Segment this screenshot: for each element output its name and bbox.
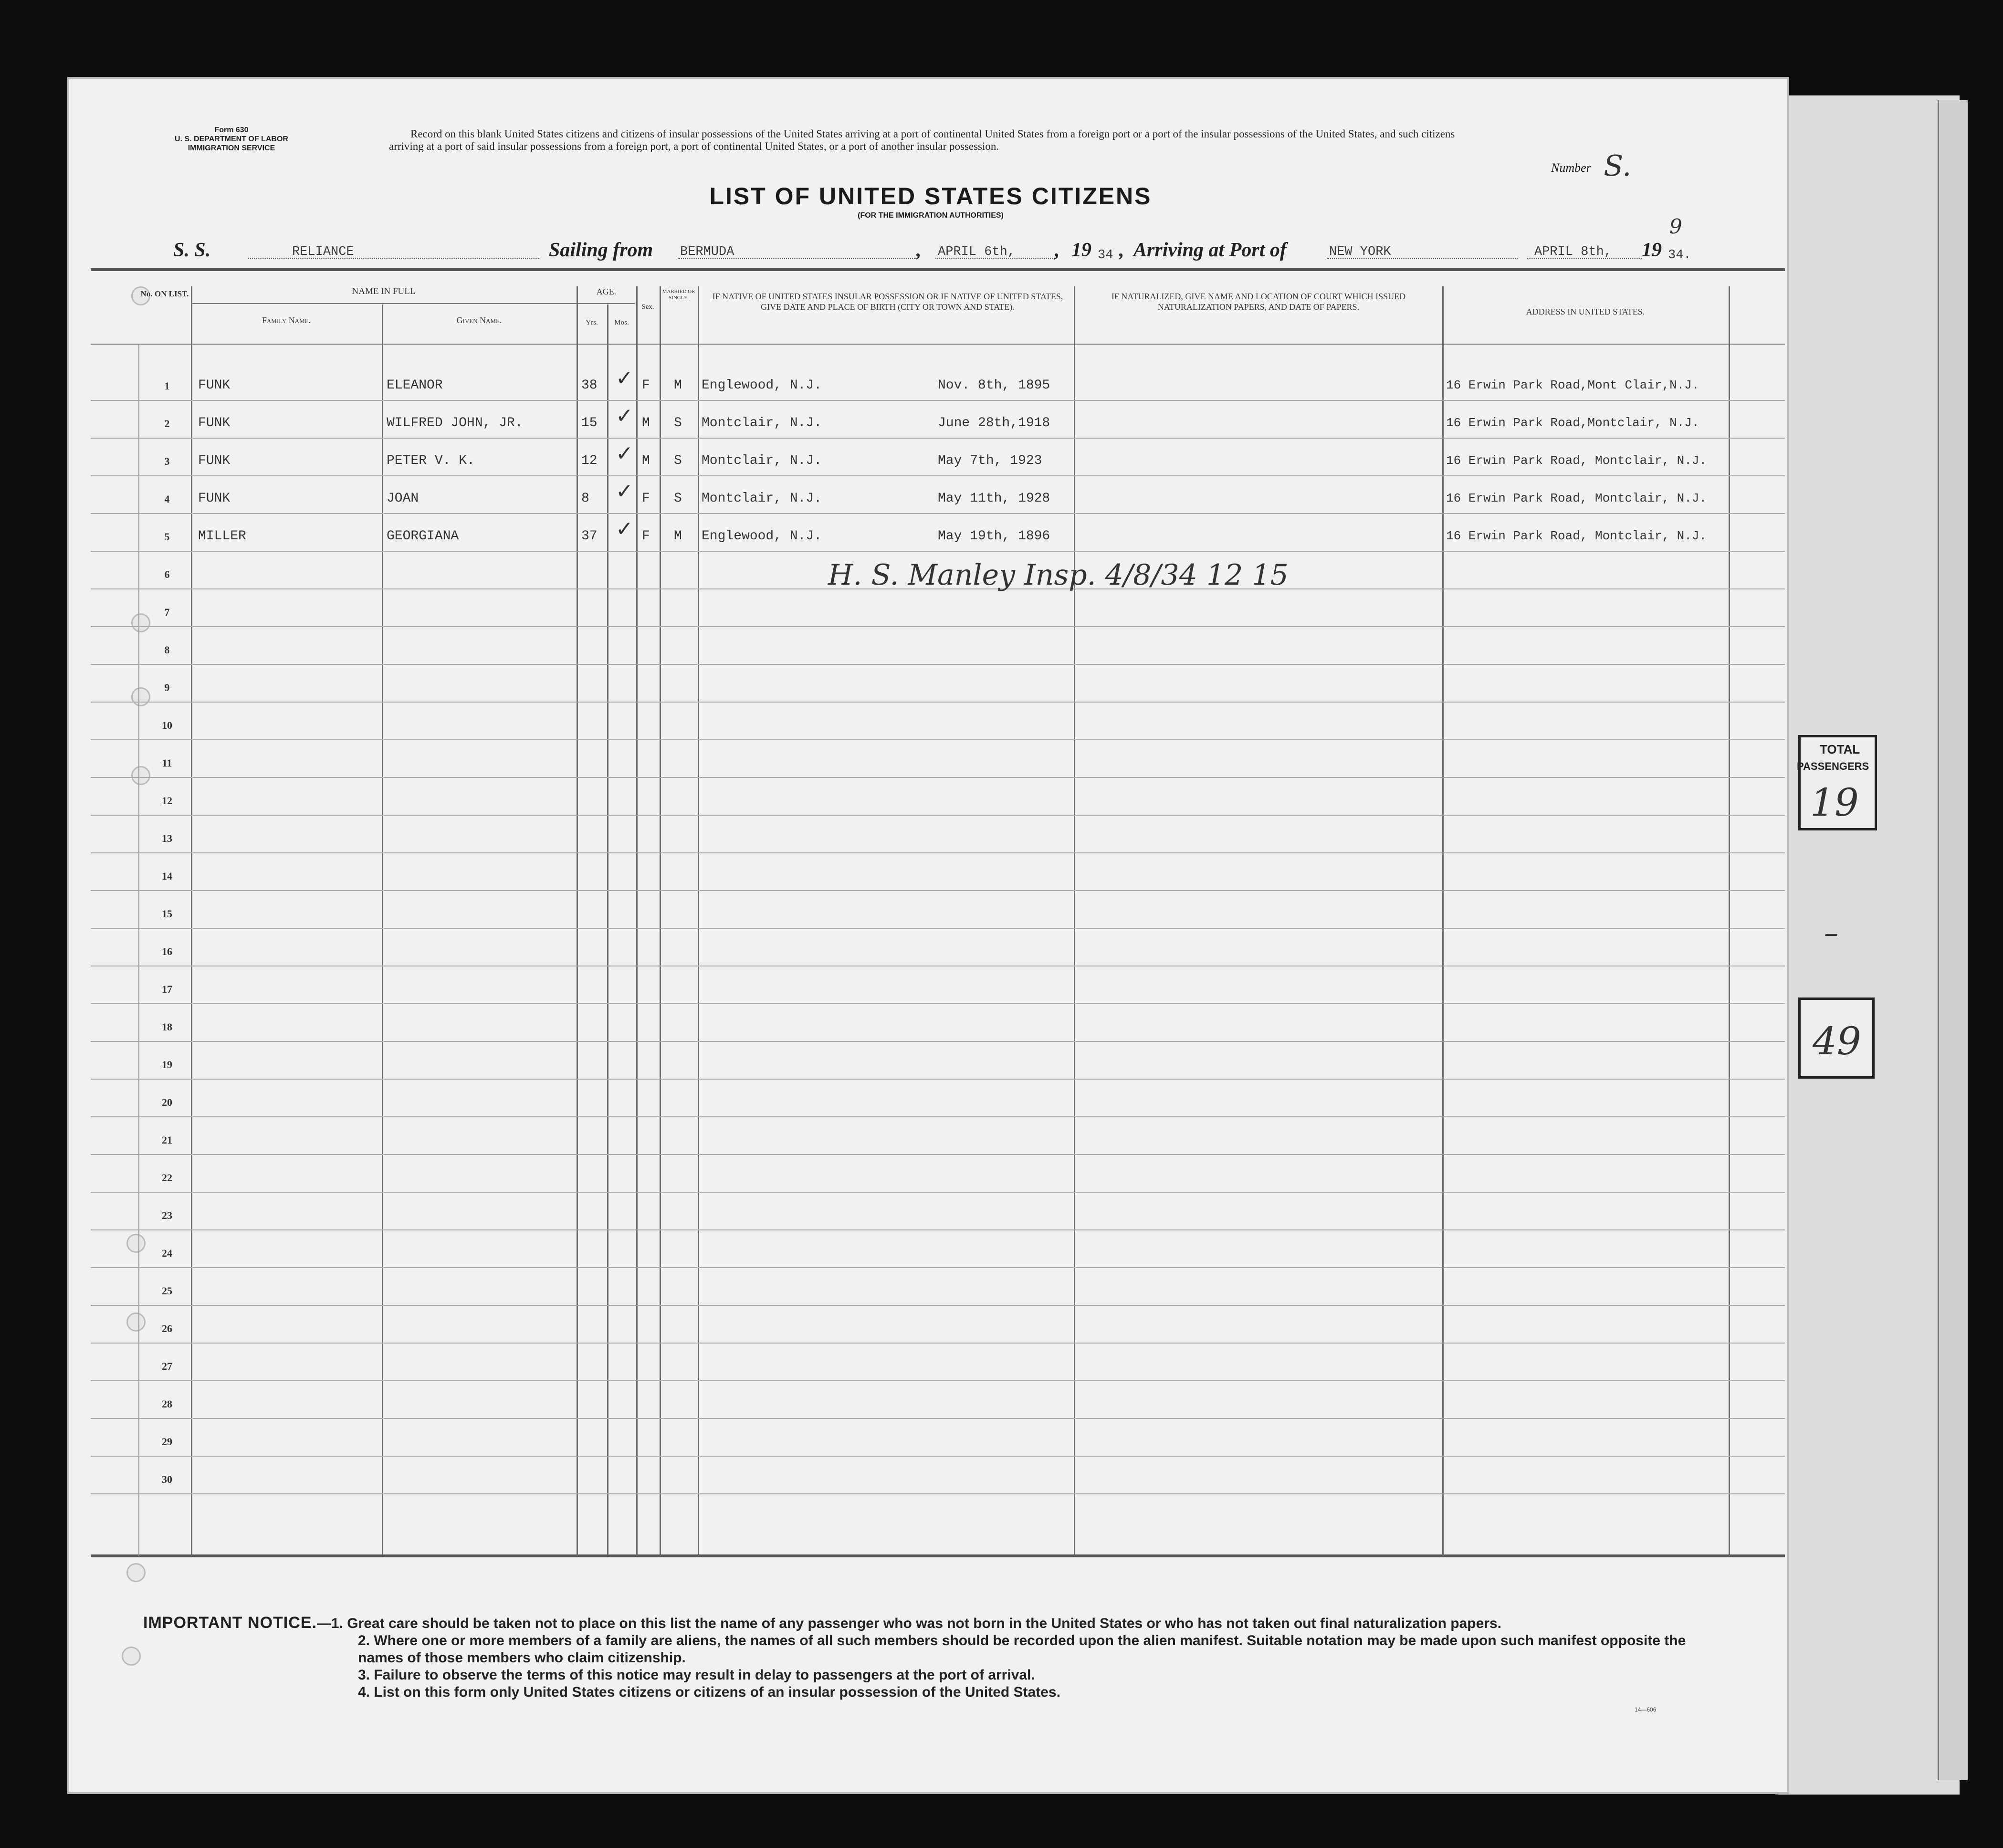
row-number: 20 [162, 1096, 172, 1108]
notice-item-1: 1. Great care should be taken not to place on this list the name of any passenger who was not born in the United States or who has not taken out final naturalization papers. [331, 1616, 1501, 1631]
notice-item-2: 2. Where one or more members of a family are aliens, the names of all such members should be recorded upon the alien manifest. Suitable notation may be made upon such manifest opposite the names of those members who claim citizenship. [358, 1633, 1686, 1666]
header-given-name: Given Name. [456, 315, 502, 325]
sex-cell: M [642, 416, 650, 430]
departure-date: APRIL 6th, [938, 245, 1016, 259]
row-rule [91, 1192, 1785, 1193]
family-name-cell: FUNK [198, 378, 231, 393]
marital-status-cell: M [674, 378, 682, 393]
row-number: 13 [162, 832, 172, 844]
tally-box-bottom [1798, 998, 1875, 1079]
row-number: 10 [162, 719, 172, 731]
punch-hole [126, 1312, 146, 1332]
family-name-cell: MILLER [198, 529, 246, 544]
age-years-cell: 37 [581, 529, 598, 544]
row-rule [91, 664, 1785, 665]
record-instruction: Record on this blank United States citizens and citizens of insular possessions of the United States arriving at a port of continental United States from a foreign port or a port of the insular possessions of the United States, and such citizens arriving at a port of said insular possessions from a foreign port, a port of continental United States, or a port of another insular possession. [389, 128, 1455, 152]
tally-box-top [1798, 735, 1877, 830]
row-rule [91, 1493, 1785, 1494]
row-number: 27 [162, 1360, 172, 1372]
header-age: AGE. [596, 287, 617, 296]
form-number: Form 630 [214, 126, 249, 134]
important-notice: IMPORTANT NOTICE.—1. Great care should be taken not to place on this list the name of any passenger who was not born in the United States or who has not taken out final naturalization papers. 2. Where one or more members of a family are aliens, the names of all such members should be recorded upon the alien manifest. Suitable notation may be made upon such manifest opposite the names of those members who claim citizenship. 3. Failure to observe the terms of this notice may result in delay to passengers at the port of arrival. 4. List on this form only United States citizens or citizens of an insular possession of the United States. [143, 1614, 1732, 1701]
row-rule [91, 475, 1785, 476]
notice-item-3: 3. Failure to observe the terms of this notice may result in delay to passengers at the port of arrival. [358, 1667, 1035, 1683]
tally-value-top: 19 [1810, 780, 1859, 825]
check-mark-icon: ✓ [616, 366, 633, 390]
check-mark-icon: ✓ [616, 517, 633, 541]
row-rule [91, 438, 1785, 439]
row-number: 21 [162, 1134, 172, 1146]
row-number: 17 [162, 983, 172, 995]
row-number: 1 [164, 380, 170, 392]
department-name: U. S. DEPARTMENT OF LABOR [175, 135, 288, 143]
row-rule [91, 400, 1785, 401]
row-rule [91, 1079, 1785, 1080]
row-rule [91, 852, 1785, 853]
departure-year: 34 [1098, 248, 1113, 262]
given-name-cell: PETER V. K. [387, 453, 475, 468]
row-number: 19 [162, 1059, 172, 1071]
back-sheet-edge [1938, 100, 1968, 1780]
check-mark-icon: ✓ [616, 479, 633, 504]
age-years-cell: 15 [581, 416, 598, 430]
row-rule [91, 1041, 1785, 1042]
table-bottom-rule [91, 1554, 1785, 1557]
row-rule [91, 1418, 1785, 1419]
arrival-date: APRIL 8th, [1534, 245, 1612, 259]
ss-label: S. S. [173, 239, 211, 261]
row-rule [91, 815, 1785, 816]
departure-port: BERMUDA [680, 245, 734, 259]
address-cell: 16 Erwin Park Road,Mont Clair,N.J. [1446, 378, 1699, 392]
row-rule [91, 1267, 1785, 1268]
header-address: ADDRESS IN UNITED STATES. [1526, 307, 1645, 316]
address-cell: 16 Erwin Park Road, Montclair, N.J. [1446, 453, 1707, 468]
header-place-of-birth: IF NATIVE OF UNITED STATES INSULAR POSSESSION OR IF NATIVE OF UNITED STATES, GIVE DATE AND PLACE OF BIRTH (CITY OR TOWN AND STATE). [712, 292, 1063, 312]
row-rule [91, 551, 1785, 552]
row-number: 6 [164, 568, 170, 580]
row-number: 23 [162, 1209, 172, 1221]
row-number: 15 [162, 908, 172, 920]
row-number: 16 [162, 945, 172, 957]
row-rule [91, 777, 1785, 778]
given-name-cell: JOAN [387, 491, 419, 506]
row-number: 11 [162, 757, 172, 769]
birth-date-cell: May 19th, 1896 [938, 529, 1050, 544]
arrival-port: NEW YORK [1329, 245, 1391, 259]
sex-cell: F [642, 378, 650, 393]
row-rule [91, 1154, 1785, 1155]
header-no-on-list: No. ON LIST. [140, 289, 189, 298]
number-value: S. [1604, 149, 1632, 183]
notice-label: IMPORTANT NOTICE. [143, 1614, 317, 1632]
row-number: 14 [162, 870, 172, 882]
row-number: 24 [162, 1247, 172, 1259]
row-number: 30 [162, 1473, 172, 1485]
header-family-name: Family Name. [262, 315, 311, 325]
row-rule [91, 513, 1785, 514]
row-rule [91, 890, 1785, 891]
row-rule [91, 1229, 1785, 1230]
service-name: IMMIGRATION SERVICE [188, 144, 275, 152]
row-number: 26 [162, 1323, 172, 1334]
row-number: 5 [164, 531, 170, 543]
row-rule [91, 702, 1785, 703]
row-number: 8 [164, 644, 170, 656]
back-sheet [1775, 95, 1960, 1795]
header-sex: Sex. [641, 303, 654, 311]
marital-status-cell: S [674, 416, 682, 430]
punch-hole [126, 1563, 146, 1582]
birthplace-cell: Englewood, N.J. [702, 378, 822, 393]
row-rule [91, 1456, 1785, 1457]
form-identification [136, 126, 327, 153]
ship-name: RELIANCE [292, 245, 354, 259]
tally-value-bottom: 49 [1813, 1019, 1861, 1063]
sex-cell: M [642, 453, 650, 468]
birthplace-cell: Montclair, N.J. [702, 416, 822, 430]
notice-item-4: 4. List on this form only United States citizens or citizens of an insular possession of the United States. [358, 1684, 1060, 1700]
row-rule [91, 1305, 1785, 1306]
marital-status-cell: S [674, 491, 682, 506]
header-married-single: MARRIED OR SINGLE. [662, 289, 695, 301]
given-name-cell: GEORGIANA [387, 529, 459, 544]
check-mark-icon: ✓ [616, 441, 633, 466]
page-title: LIST OF UNITED STATES CITIZENS [709, 183, 1152, 210]
arriving-label: Arriving at Port of [1133, 239, 1287, 261]
row-rule [91, 1116, 1785, 1117]
row-rule [91, 928, 1785, 929]
given-name-cell: ELEANOR [387, 378, 443, 393]
birth-date-cell: June 28th,1918 [938, 416, 1050, 430]
birth-date-cell: Nov. 8th, 1895 [938, 378, 1050, 393]
address-cell: 16 Erwin Park Road,Montclair, N.J. [1446, 416, 1699, 430]
tally-passengers-label: PASSENGERS [1797, 760, 1869, 772]
marital-status-cell: M [674, 529, 682, 544]
row-number: 2 [164, 418, 170, 430]
sailing-label: Sailing from [549, 239, 653, 261]
row-number: 22 [162, 1172, 172, 1184]
page-subtitle: (FOR THE IMMIGRATION AUTHORITIES) [858, 211, 1004, 220]
row-rule [91, 626, 1785, 627]
birthplace-cell: Englewood, N.J. [702, 529, 822, 544]
address-cell: 16 Erwin Park Road, Montclair, N.J. [1446, 529, 1707, 543]
row-number: 9 [164, 682, 170, 693]
row-number: 12 [162, 795, 172, 807]
header-months: Mos. [614, 319, 629, 326]
page-mark: 9 [1669, 215, 1682, 238]
marital-status-cell: S [674, 453, 682, 468]
family-name-cell: FUNK [198, 453, 231, 468]
punch-hole [122, 1647, 141, 1666]
sex-cell: F [642, 529, 650, 544]
address-cell: 16 Erwin Park Road, Montclair, N.J. [1446, 491, 1707, 505]
row-rule [91, 1380, 1785, 1381]
manifest-sheet [69, 79, 1787, 1792]
number-label: Number [1551, 161, 1591, 175]
birth-date-cell: May 11th, 1928 [938, 491, 1050, 506]
row-number: 3 [164, 455, 170, 467]
print-code: 14—606 [1635, 1706, 1657, 1713]
tally-dash: – [1824, 916, 1838, 950]
header-name-in-full: NAME IN FULL [352, 286, 416, 296]
check-mark-icon: ✓ [616, 404, 633, 428]
row-rule [91, 1343, 1785, 1344]
age-years-cell: 12 [581, 453, 598, 468]
family-name-cell: FUNK [198, 491, 231, 506]
birthplace-cell: Montclair, N.J. [702, 453, 822, 468]
table-top-rule [91, 268, 1785, 271]
row-rule [91, 1003, 1785, 1004]
birth-date-cell: May 7th, 1923 [938, 453, 1042, 468]
arrival-year-prefix: 19 [1642, 239, 1662, 261]
row-rule [91, 739, 1785, 740]
tally-total-label: TOTAL [1820, 742, 1860, 756]
family-name-cell: FUNK [198, 416, 231, 430]
header-naturalization: IF NATURALIZED, GIVE NAME AND LOCATION OF COURT WHICH ISSUED NATURALIZATION PAPERS, AND DATE OF PAPERS. [1111, 292, 1406, 312]
age-years-cell: 38 [581, 378, 598, 393]
row-number: 28 [162, 1398, 172, 1410]
birthplace-cell: Montclair, N.J. [702, 491, 822, 506]
arrival-year: 34. [1668, 248, 1691, 262]
inspector-signature: H. S. Manley Insp. 4/8/34 12 15 [828, 558, 1289, 592]
row-number: 18 [162, 1021, 172, 1033]
header-years: Yrs. [586, 319, 598, 326]
age-years-cell: 8 [581, 491, 589, 506]
punch-hole [126, 1234, 146, 1253]
row-number: 29 [162, 1436, 172, 1448]
departure-year-prefix: 19 [1071, 239, 1091, 261]
row-number: 25 [162, 1285, 172, 1297]
list-number [1551, 146, 1632, 183]
given-name-cell: WILFRED JOHN, JR. [387, 416, 523, 430]
row-number: 4 [164, 493, 170, 505]
sex-cell: F [642, 491, 650, 506]
row-number: 7 [164, 606, 170, 618]
